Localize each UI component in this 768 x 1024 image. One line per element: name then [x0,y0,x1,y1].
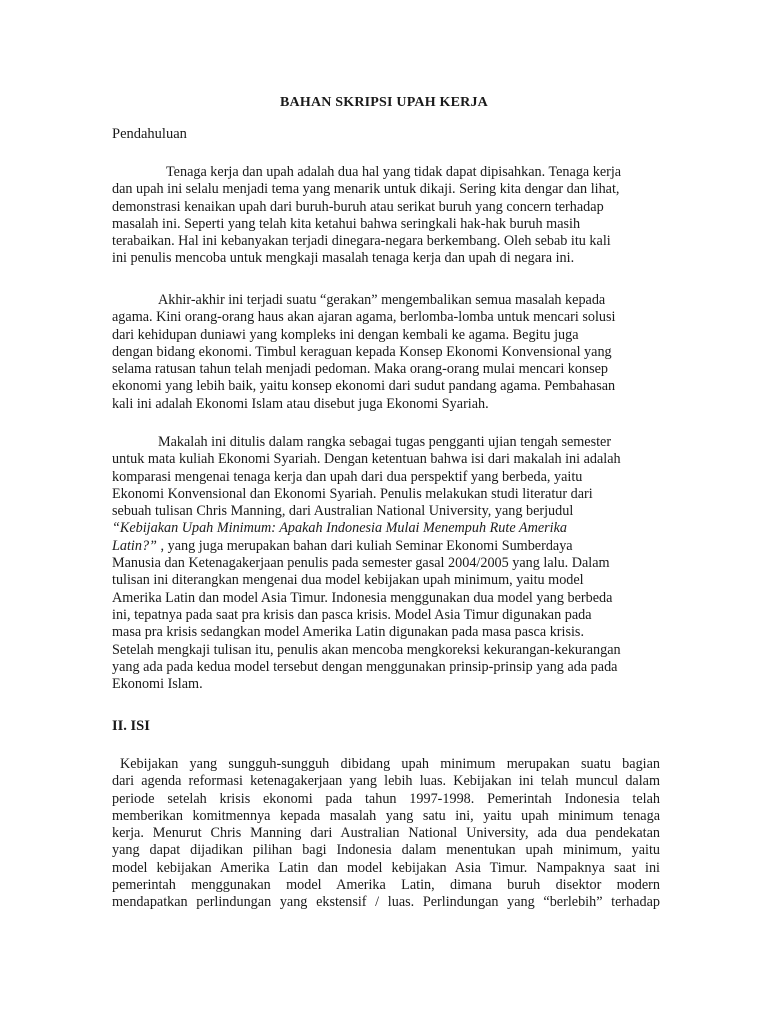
text-line: tulisan ini diterangkan mengenai dua model kebijakan upah minimum, yaitu model [112,572,584,589]
text-line: dari agenda reformasi ketenagakerjaan yang lebih luas. Kebijakan ini telah muncul dalam [112,773,660,790]
book-title-italic: “Kebijakan Upah Minimum: Apakah Indonesia Mulai Menempuh Rute Amerika [112,520,567,537]
text-line: ini, tepatnya pada saat pra krisis dan pasca krisis. Model Asia Timur digunakan pada [112,606,592,623]
text-fragment: , yang juga merupakan bahan dari kuliah Seminar Ekonomi Sumberdaya [156,537,573,554]
text-line: pemerintah menggunakan model Amerika Latin, dimana buruh disektor modern [112,877,660,894]
paragraph-2 [112,292,660,413]
text-line: masa pra krisis sedangkan model Amerika Latin digunakan pada masa pasca krisis. [112,624,584,641]
text-line: Amerika Latin dan model Asia Timur. Indonesia menggunakan dua model yang berbeda [112,589,613,606]
text-line: periode setelah krisis ekonomi pada tahun 1997-1998. Pemerintah Indonesia telah [112,790,660,807]
text-line: Akhir-akhir ini terjadi suatu “gerakan” mengembalikan semua masalah kepada [158,292,606,308]
text-line: kali ini adalah Ekonomi Islam atau disebut juga Ekonomi Syariah. [112,395,489,412]
text-line: masalah ini. Seperti yang telah kita ketahui bahwa seringkali hak-hak buruh masih [112,215,581,232]
text-line: yang dapat dijadikan pilihan bagi Indonesia dalam menentukan upah minimum, yaitu [112,842,660,859]
text-line: demonstrasi kenaikan upah dari buruh-buruh atau serikat buruh yang concern terhadap [112,198,604,215]
book-title-italic-end: Latin?” [112,537,157,554]
text-line: Setelah mengkaji tulisan itu, penulis akan mencoba mengkoreksi kekurangan-kekurangan [112,641,621,658]
text-line [112,538,660,555]
text-line: Tenaga kerja dan upah adalah dua hal yang tidak dapat dipisahkan. Tenaga kerja [166,164,622,180]
text-line: kerja. Menurut Chris Manning dari Australian National University, ada dua pendekatan [112,825,660,842]
text-line: komparasi mengenai tenaga kerja dan upah dari dua perspektif yang berbeda, yaitu [112,468,583,485]
text-line: ekonomi yang lebih baik, yaitu konsep ekonomi dari sudut pandang agama. Pembahasan [112,378,616,395]
section-heading-isi: II. ISI [112,718,150,734]
text-line: agama. Kini orang-orang haus akan ajaran agama, berlomba-lomba untuk mencari solusi [112,309,616,326]
text-line: Ekonomi Konvensional dan Ekonomi Syariah. Penulis melakukan studi literatur dari [112,485,593,502]
text-line: Manusia dan Ketenagakerjaan penulis pada semester gasal 2004/2005 yang lalu. Dalam [112,555,610,572]
text-line: Ekonomi Islam. [112,676,203,693]
text-line: model kebijakan Amerika Latin dan model kebijakan Asia Timur. Nampaknya saat ini [112,859,660,876]
document-title: BAHAN SKRIPSI UPAH KERJA [280,95,488,110]
text-line: terabaikan. Hal ini kebanyakan terjadi dinegara-negara berkembang. Oleh sebab itu kali [112,233,611,250]
text-line: mendapatkan perlindungan yang ekstensif / luas. Perlindungan yang “berlebih” terhadap [112,894,660,911]
text-line: untuk mata kuliah Ekonomi Syariah. Dengan ketentuan bahwa isi dari makalah ini adalah [112,451,621,468]
paragraph-3 [112,434,660,693]
text-line: yang ada pada kedua model tersebut dengan menggunakan prinsip-prinsip yang ada pada [112,658,618,675]
text-line: ini penulis mencoba untuk mengkaji masalah tenaga kerja dan upah di negara ini. [112,250,575,267]
text-line: Makalah ini ditulis dalam rangka sebagai tugas pengganti ujian tengah semester [158,434,612,450]
text-line: sebuah tulisan Chris Manning, dari Australian National University, yang berjudul [112,503,574,520]
text-line: dengan bidang ekonomi. Timbul keraguan kepada Konsep Ekonomi Konvensional yang [112,343,612,360]
text-line: selama ratusan tahun telah menjadi pedoman. Maka orang-orang mulai mencari konsep [112,361,608,378]
text-line: memberikan komitmennya kepada masalah yang satu ini, yaitu upah minimum tenaga [112,807,660,824]
paragraph-4 [112,756,660,912]
paragraph-1 [112,164,660,268]
text-line: dan upah ini selalu menjadi tema yang menarik untuk dikaji. Sering kita dengar dan lihat, [112,181,620,198]
text-line: Kebijakan yang sungguh-sungguh dibidang upah minimum merupakan suatu bagian [120,756,660,772]
intro-heading: Pendahuluan [112,126,187,142]
text-line: dari kehidupan duniawi yang kompleks ini dengan kembali ke agama. Begitu juga [112,326,579,343]
